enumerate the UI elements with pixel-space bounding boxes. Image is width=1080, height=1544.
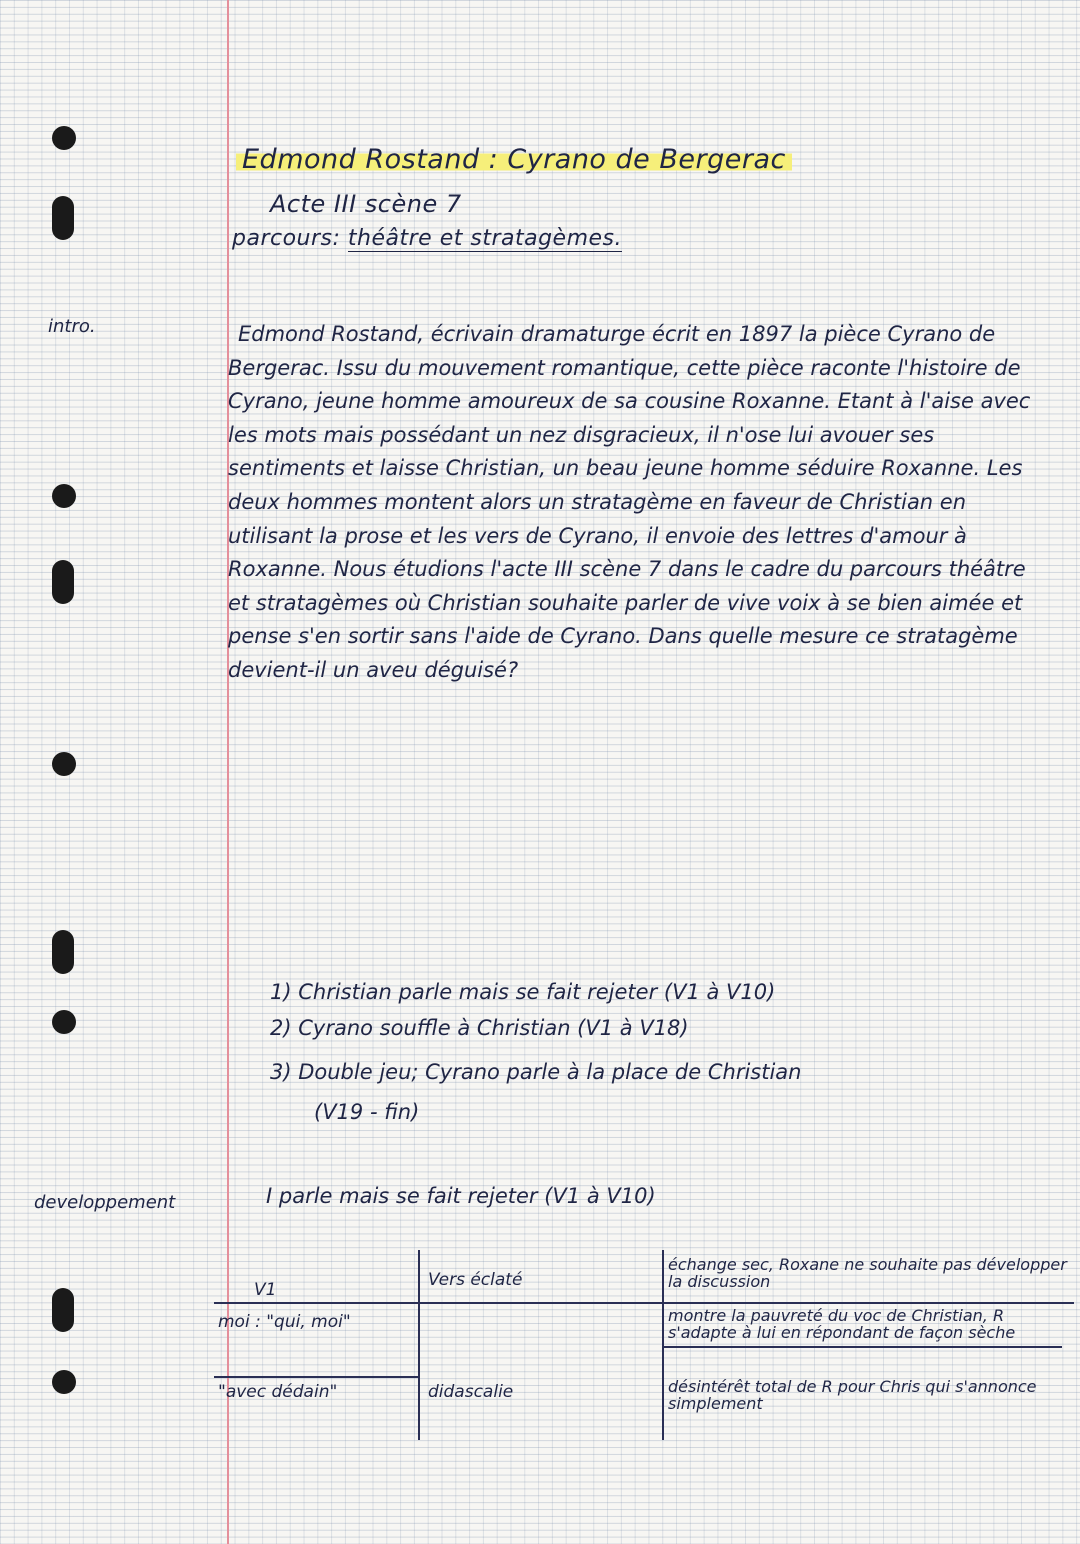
plan-item-2: 2) Cyrano souffle à Christian (V1 à V18) <box>270 1016 689 1040</box>
parcours-label: parcours: <box>232 226 341 251</box>
table-divider <box>418 1250 420 1440</box>
plan-item-3: 3) Double jeu; Cyrano parle à la place de Christian <box>270 1060 802 1084</box>
binder-hole-oval <box>52 196 74 240</box>
binder-hole-round <box>52 484 76 508</box>
plan-item-1: 1) Christian parle mais se fait rejeter (V1 à V10) <box>270 980 776 1004</box>
analysis-table <box>214 1250 1074 1440</box>
act-scene-subtitle: Acte III scène 7 <box>270 190 462 218</box>
document-title: Edmond Rostand : Cyrano de Bergerac <box>236 144 792 175</box>
margin-label-intro: intro. <box>48 316 96 337</box>
intro-paragraph: Edmond Rostand, écrivain dramaturge écrit en 1897 la pièce Cyrano de Bergerac. Issu du mouvement romantique, cette pièce raconte l'histoire de Cyrano, jeune homme amoureux de sa cousine Roxanne. Etant à l'aise avec les mots mais possédant un nez disgracieux, il n'ose lui avouer ses sentiments et laisse Christian, un beau jeune homme séduire Roxanne. Les deux hommes montent alors un stratagème en faveur de Christian en utilisant la prose et les vers de Cyrano, il envoie des lettres d'amour à Roxanne. Nous étudions l'acte III scène 7 dans le cadre du parcours théâtre et stratagèmes où Christian souhaite parler de vive voix à se bien aimée et pense s'en sortir sans l'aide de Cyrano. Dans quelle mesure ce stratagème devient-il un aveu déguisé? <box>228 322 1031 682</box>
development-heading: I parle mais se fait rejeter (V1 à V10) <box>266 1184 656 1208</box>
table-cell: échange sec, Roxane ne souhaite pas développer la discussion <box>668 1255 1067 1291</box>
table-cell: didascalie <box>428 1382 514 1402</box>
parcours-line <box>232 226 622 251</box>
table-row-divider <box>214 1376 418 1378</box>
binder-hole-round <box>52 126 76 150</box>
table-cell: montre la pauvreté du voc de Christian, R s'adapte à lui en répondant de façon sèche <box>668 1306 1016 1342</box>
table-row-divider <box>662 1346 1062 1348</box>
binder-hole-round <box>52 1010 76 1034</box>
plan-item-3-range: (V19 - fin) <box>314 1100 420 1124</box>
binder-hole-oval <box>52 560 74 604</box>
binder-hole-round <box>52 1370 76 1394</box>
binder-hole-round <box>52 752 76 776</box>
table-cell: "avec dédain" <box>218 1382 338 1402</box>
parcours-text: théâtre et stratagèmes. <box>347 226 623 251</box>
table-cell: Vers éclaté <box>428 1270 523 1290</box>
binder-hole-oval <box>52 1288 74 1332</box>
margin-label-developpement: developpement <box>34 1192 176 1213</box>
binder-hole-oval <box>52 930 74 974</box>
table-cell: V1 <box>254 1280 277 1300</box>
table-cell: désintérêt total de R pour Chris qui s'annonce simplement <box>668 1377 1037 1413</box>
table-cell: moi : "qui, moi" <box>218 1312 351 1332</box>
table-divider <box>662 1250 664 1440</box>
table-row-divider <box>214 1302 1074 1304</box>
